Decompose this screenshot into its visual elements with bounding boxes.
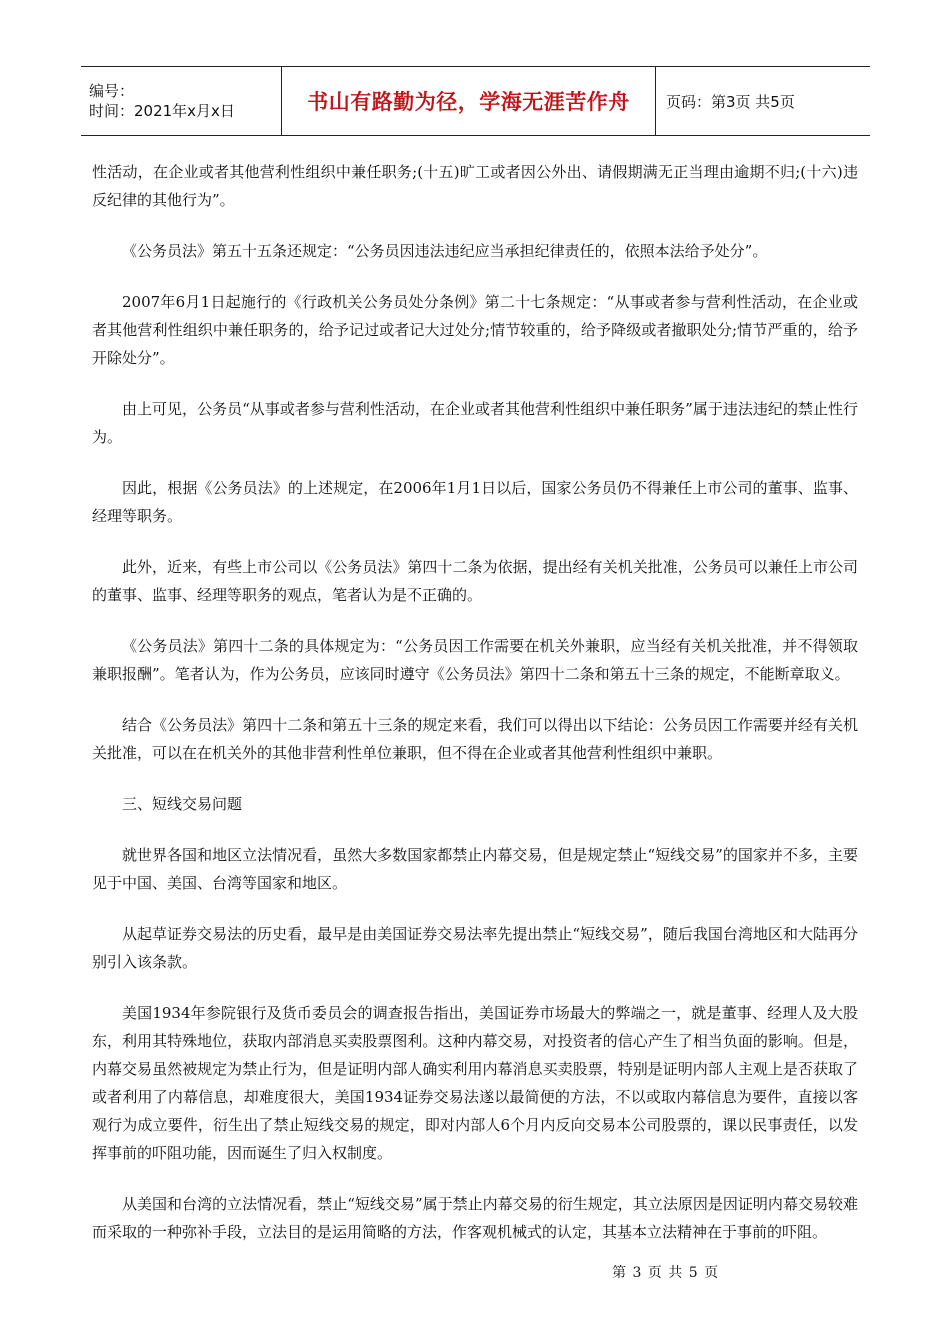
paragraph: 从美国和台湾的立法情况看，禁止“短线交易”属于禁止内幕交易的衍生规定，其立法原因是因证明内幕交易较难而采取的一种弥补手段，立法目的是运用简略的方法，作客观机械式的认定，其基本立法精神在于事前的吓阻。	[92, 1195, 858, 1241]
document-number-label: 编号：	[89, 82, 135, 100]
page-footer: 第 3 页 共 5 页	[612, 1265, 720, 1281]
document-time-label: 时间：2021年x月x日	[89, 102, 235, 120]
paragraph: 由上可见，公务员“从事或者参与营利性活动，在企业或者其他营利性组织中兼任职务”属于违法违纪的禁止性行为。	[92, 400, 858, 446]
paragraph: 因此，根据《公务员法》的上述规定，在2006年1月1日以后，国家公务员仍不得兼任上市公司的董事、监事、经理等职务。	[92, 479, 858, 525]
paragraph: 《公务员法》第五十五条还规定：“公务员因违法违纪应当承担纪律责任的，依照本法给予处分”。	[122, 242, 768, 260]
paragraph: 从起草证券交易法的历史看，最早是由美国证券交易法率先提出禁止“短线交易”，随后我国台湾地区和大陆再分别引入该条款。	[92, 925, 858, 971]
document-body	[92, 158, 858, 1269]
paragraph: 性活动，在企业或者其他营利性组织中兼任职务;(十五)旷工或者因公外出、请假期满无正当理由逾期不归;(十六)违反纪律的其他行为”。	[92, 163, 858, 209]
header-meta	[81, 67, 282, 135]
section-heading: 三、短线交易问题	[122, 795, 243, 813]
header-page-info: 页码：第3页 共5页	[666, 92, 795, 111]
paragraph: 此外，近来，有些上市公司以《公务员法》第四十二条为依据，提出经有关机关批准，公务员可以兼任上市公司的董事、监事、经理等职务的观点，笔者认为是不正确的。	[92, 558, 858, 604]
paragraph: 就世界各国和地区立法情况看，虽然大多数国家都禁止内幕交易，但是规定禁止“短线交易”的国家并不多，主要见于中国、美国、台湾等国家和地区。	[92, 846, 858, 892]
page-header	[81, 66, 870, 136]
paragraph: 美国1934年参院银行及货币委员会的调查报告指出，美国证券市场最大的弊端之一，就是董事、经理人及大股东，利用其特殊地位，获取内部消息买卖股票图利。这种内幕交易，对投资者的信心产生了相当负面的影响。但是，内幕交易虽然被规定为禁止行为，但是证明内部人确实利用内幕消息买卖股票，特别是证明内部人主观上是否获取了或者利用了内幕信息，却难度很大，美国1934证券交易法遂以最简便的方法，不以或取内幕信息为要件，直接以客观行为成立要件，衍生出了禁止短线交易的规定，即对内部人6个月内反向交易本公司股票的，课以民事责任，以发挥事前的吓阻功能，因而诞生了归入权制度。	[92, 1004, 858, 1162]
paragraph: 2007年6月1日起施行的《行政机关公务员处分条例》第二十七条规定：“从事或者参与营利性活动，在企业或者其他营利性组织中兼任职务的，给予记过或者记大过处分;情节较重的，给予降级或者撤职处分;情节严重的，给予开除处分”。	[92, 293, 858, 367]
header-motto: 书山有路勤为径，学海无涯苦作舟	[282, 67, 656, 135]
paragraph: 结合《公务员法》第四十二条和第五十三条的规定来看，我们可以得出以下结论：公务员因工作需要并经有关机关批准，可以在在机关外的其他非营利性单位兼职，但不得在企业或者其他营利性组织中兼职。	[92, 716, 858, 762]
paragraph: 《公务员法》第四十二条的具体规定为：“公务员因工作需要在机关外兼职，应当经有关机关批准，并不得领取兼职报酬”。笔者认为，作为公务员，应该同时遵守《公务员法》第四十二条和第五十三条的规定，不能断章取义。	[92, 637, 858, 683]
